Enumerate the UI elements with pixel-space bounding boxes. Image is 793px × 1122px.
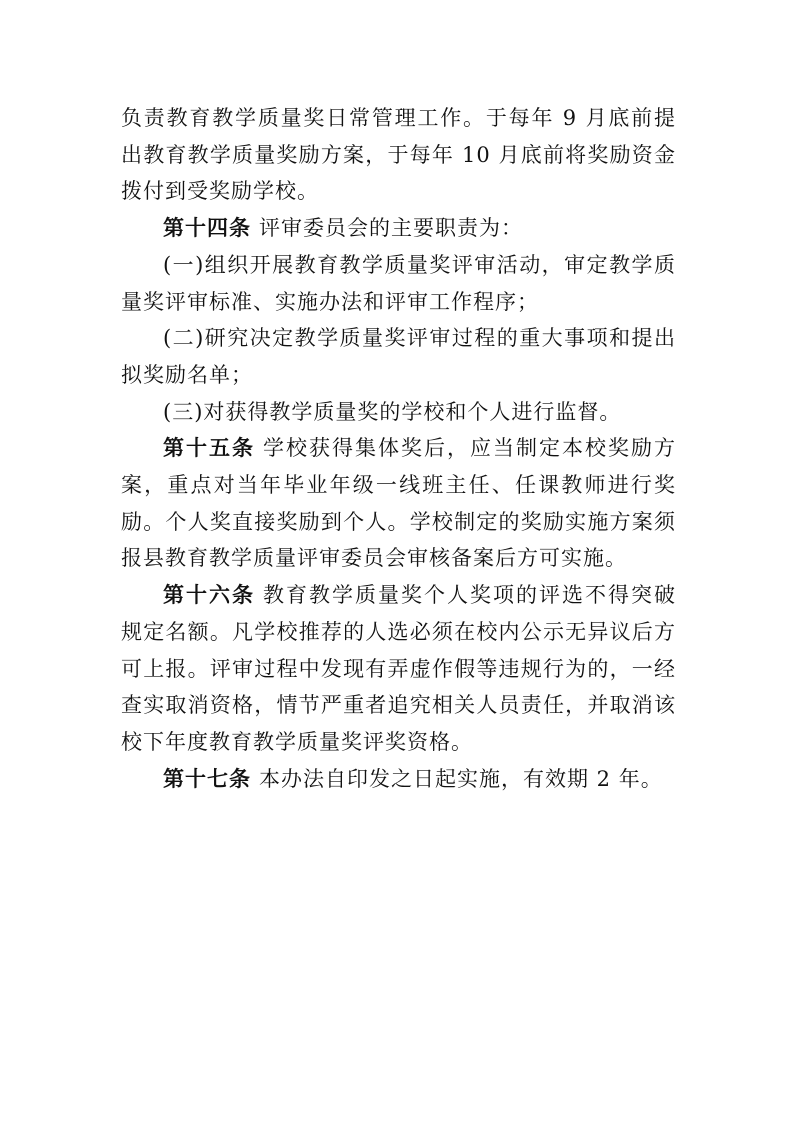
- article-number: 第十六条: [163, 583, 255, 608]
- paragraph-continuation: [121, 100, 676, 210]
- article-17: [121, 761, 676, 798]
- article-14-item-2: [121, 320, 676, 393]
- paragraph-text: (一)组织开展教育教学质量奖评审活动，审定教学质量奖评审标准、实施办法和评审工作程序；: [121, 252, 676, 314]
- paragraph-text: 学校获得集体奖后，应当制定本校奖励方案，重点对当年毕业年级一线班主任、任课教师进行奖励。个人奖直接奖励到个人。学校制定的奖励实施方案须报县教育教学质量评审委员会审核备案后方可实施。: [121, 436, 676, 571]
- article-14: [121, 210, 676, 247]
- paragraph-text: 教育教学质量奖个人奖项的评选不得突破规定名额。凡学校推荐的人选必须在校内公示无异议后方可上报。评审过程中发现有弄虚作假等违规行为的，一经查实取消资格，情节严重者追究相关人员责任，并取消该校下年度教育教学质量奖评奖资格。: [121, 583, 676, 754]
- paragraph-text: (二)研究决定教学质量奖评审过程的重大事项和提出拟奖励名单；: [121, 326, 676, 387]
- paragraph-text: 本办法自印发之日起实施，有效期 2 年。: [259, 766, 663, 791]
- paragraph-text: 评审委员会的主要职责为：: [259, 216, 523, 241]
- paragraph-text: (三)对获得教学质量奖的学校和个人进行监督。: [163, 399, 622, 424]
- article-number: 第十四条: [163, 216, 251, 241]
- article-16: [121, 577, 676, 761]
- article-14-item-1: [121, 247, 676, 320]
- article-15: [121, 430, 676, 577]
- paragraph-text: 负责教育教学质量奖日常管理工作。于每年 9 月底前提出教育教学质量奖励方案，于每年 10 月底前将奖励资金拨付到受奖励学校。: [121, 106, 676, 204]
- article-14-item-3: [121, 394, 676, 431]
- article-number: 第十五条: [163, 436, 255, 461]
- article-number: 第十七条: [163, 766, 251, 791]
- document-body: [121, 100, 676, 797]
